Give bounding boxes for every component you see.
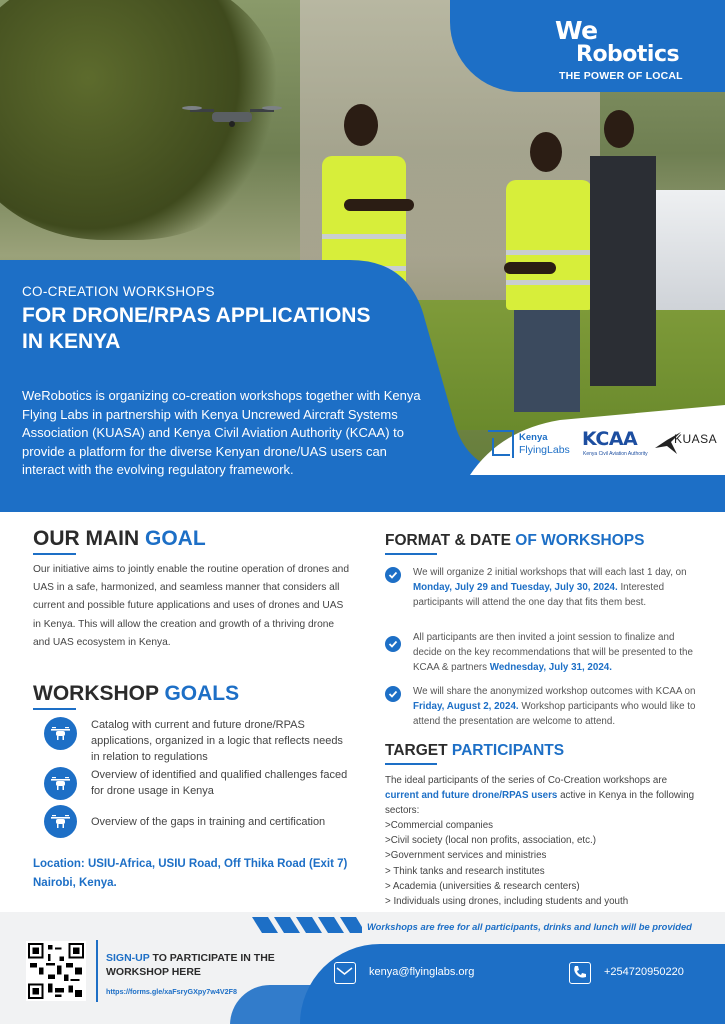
free-note: Workshops are free for all participants, drinks and lunch will be provided	[367, 921, 692, 932]
divider	[96, 940, 98, 1002]
workshop-goal-item	[44, 717, 354, 767]
main-goal-heading: OUR MAIN GOAL	[33, 527, 206, 550]
footer-contact-band	[300, 944, 725, 1024]
qr-code[interactable]	[26, 941, 86, 1001]
sector-item: > Academia (universities & research centers)	[385, 880, 580, 892]
sector-item: > Individuals using drones, including students and youth	[385, 896, 629, 908]
format-item	[385, 630, 705, 680]
kenya-flying-labs-logo: Kenya FlyingLabs	[488, 430, 583, 460]
hero-kicker: CO-CREATION WORKSHOPS	[22, 284, 215, 299]
workshop-goal-text: Overview of the gaps in training and certification	[91, 816, 326, 828]
format-item-text: We will share the anonymized workshop outcomes with KCAA on Friday, August 2, 2024. Workshop participants who would like to attend the presentation are welcome to attend.	[413, 686, 696, 727]
sector-item: >Commercial companies	[385, 820, 494, 831]
signup-cta: SIGN-UP TO PARTICIPATE IN THE WORKSHOP HERE	[106, 952, 275, 978]
kuasa-logo: KUASA	[674, 432, 718, 446]
workshop-goals-heading: WORKSHOP GOALS	[33, 682, 240, 705]
workshop-goal-text: Catalog with current and future drone/RPAS applications, organized in a logic that reflects needs in relation to regulations	[91, 719, 343, 763]
kcaa-logo: KCAA	[582, 428, 638, 450]
checkmark-icon	[385, 567, 401, 583]
signup-link[interactable]: https://forms.gle/xaFsryGXpy7w4V2F8	[106, 987, 238, 996]
format-item-text: All participants are then invited a joint session to finalize and decide on the key recommendations that will be presented to the KCAA & partners Wednesday, July 31, 2024.	[413, 632, 693, 673]
phone-icon	[569, 962, 591, 984]
format-item-text: We will organize 2 initial workshops that will each last 1 day, on Monday, July 29 and Tuesday, July 30, 2024. Interested participants will attend the one day that fits them best.	[413, 567, 687, 608]
divider	[385, 763, 437, 765]
sector-list	[385, 818, 695, 909]
format-item	[385, 565, 705, 625]
format-item	[385, 684, 705, 732]
main-goal-text: Our initiative aims to jointly enable the routine operation of drones and UAS in a safe, harmonized, and seamless manner that considers all current and possible future applications and uses of drones and UAS in Kenya. This will allow the creation and growth of a thriving drone and UAS ecosystem in Kenya.	[33, 564, 350, 648]
brand-logo-robotics: Robotics	[576, 42, 680, 67]
location-text: Location: USIU-Africa, USIU Road, Off Thika Road (Exit 7) Nairobi, Kenya.	[33, 858, 348, 889]
email-icon	[334, 962, 356, 984]
workshop-goal-text: Overview of identified and qualified challenges faced for drone usage in Kenya	[91, 769, 348, 797]
target-participants-heading: TARGET PARTICIPANTS	[385, 742, 565, 759]
drone-icon	[44, 767, 77, 800]
brand-tagline: THE POWER OF LOCAL	[559, 70, 683, 82]
drone-icon	[44, 717, 77, 750]
drone-image	[182, 104, 282, 128]
workshop-goal-item	[44, 805, 354, 841]
divider	[385, 553, 437, 555]
sector-item: >Government services and ministries	[385, 850, 547, 862]
checkmark-icon	[385, 636, 401, 652]
divider	[33, 553, 76, 555]
drone-icon	[44, 805, 77, 838]
checkmark-icon	[385, 686, 401, 702]
hero-intro: WeRobotics is organizing co-creation workshops together with Kenya Flying Labs in partnership with Kenya Uncrewed Aircraft Systems Association (KUASA) and Kenya Civil Aviation Authority (KCAA) to provide a platform for the diverse Kenyan drone/UAS users can interact with the evolving regulatory framework.	[22, 388, 421, 477]
brand-logo-we: We	[555, 16, 598, 45]
email-link[interactable]: kenya@flyinglabs.org	[369, 966, 475, 978]
divider	[33, 708, 76, 710]
kcaa-logo-subtitle: Kenya Civil Aviation Authority	[583, 451, 648, 457]
hero-title: FOR DRONE/RPAS APPLICATIONS IN KENYA	[22, 304, 371, 353]
format-date-heading: FORMAT & DATE OF WORKSHOPS	[385, 532, 645, 549]
phone-link[interactable]: +254720950220	[604, 966, 684, 978]
decorative-stripes	[252, 915, 362, 935]
sector-item: >Civil society (local non profits, association, etc.)	[385, 835, 596, 847]
workshop-goal-item	[44, 767, 354, 803]
sector-item: > Think tanks and research institutes	[385, 865, 545, 877]
target-intro: The ideal participants of the series of Co-Creation workshops are current and future drone/RPAS users active in Kenya in the following sectors:	[385, 775, 695, 816]
